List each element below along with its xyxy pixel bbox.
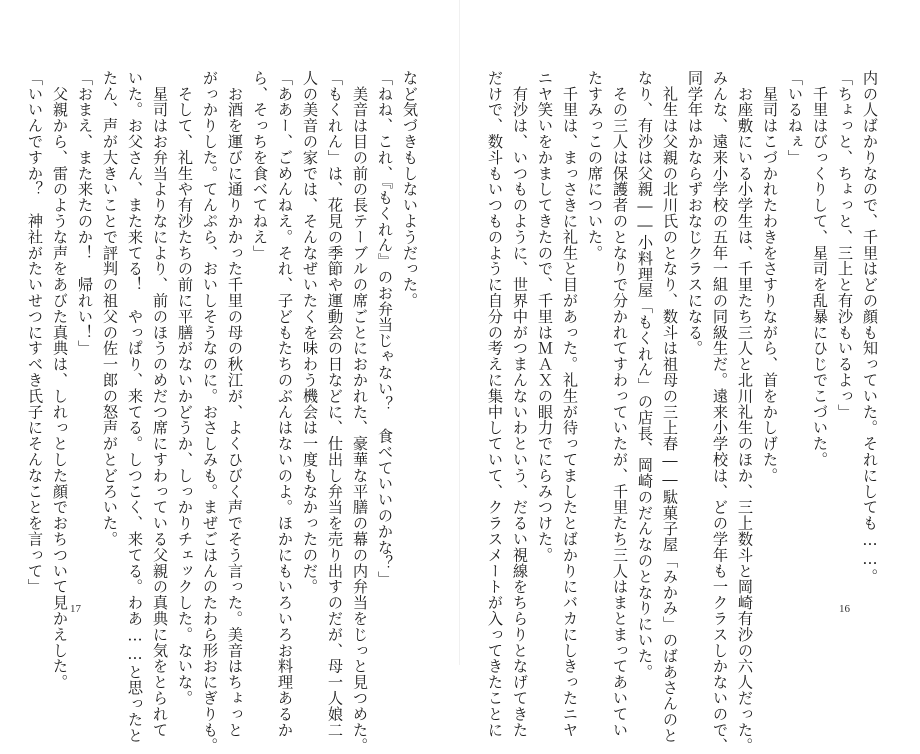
right-page bbox=[460, 0, 920, 754]
text-line: たん、声が大きいことで評判の祖父の佐一郎の怒声がとどろいた。 bbox=[101, 70, 119, 547]
text-line: 同学年はかならずおなじクラスになる。 bbox=[686, 70, 704, 357]
text-line: 「おまえ、また来たのか！ 帰れい！」 bbox=[76, 70, 94, 357]
text-line: なり、有沙は父親――小料理屋「もくれん」の店長、岡崎のだんなのとなりにいた。 bbox=[636, 70, 654, 680]
text-line: 千里はびっくりして、星司を乱暴にひじでこづいた。 bbox=[811, 70, 829, 468]
page-number: 17 bbox=[70, 603, 81, 615]
text-line: その三人は保護者のとなりで分かれてすわっていたが、千里たち三人はまとまってあいてい bbox=[611, 70, 629, 738]
text-line: 礼生は父親の北川氏のとなり、数斗は祖母の三上春――駄菓子屋「みかみ」のばあさんのと bbox=[661, 70, 679, 744]
text-line: そして、礼生や有沙たちの前に平膳がないかどうか、しっかりチェックした。ないな。 bbox=[176, 70, 194, 706]
text-line: 美音は目の前の長テーブルの席ごとにおかれた、豪華な平膳の幕の内弁当をじっと見つめた。 bbox=[351, 70, 369, 754]
text-line: みんな、遠来小学校の五年一組の同級生だ。遠来小学校は、どの学年も一クラスしかないので、 bbox=[711, 70, 729, 754]
text-line: など気づきもしないようだった。 bbox=[401, 70, 419, 309]
text-line: 星司はお弁当よりなにより、前のほうのめだつ席にすわっている父親の真典に気をとられて bbox=[151, 70, 169, 738]
text-line: 「ねね、これ、『もくれん』のお弁当じゃない？ 食べていいのかな？」 bbox=[376, 70, 394, 588]
text-line: 内の人ばかりなので、千里はどの顔も知っていた。それにしても……。 bbox=[861, 70, 879, 585]
text-line: たすみっこの席についた。 bbox=[586, 70, 604, 261]
text-line: 「ああー、ごめんねえ。それ、子どもたちのぶんはないのよ。ほかにもいろいろお料理あるか bbox=[276, 70, 294, 738]
text-line: いた。お父さん、また来てる！ やっぱり、来てる。しつこく、来てる。わあ……と思ったと bbox=[126, 70, 144, 744]
text-line: 有沙は、いつものように、世界中がつまんないわという、だるい視線をちらりとなげてきた bbox=[511, 70, 529, 738]
text-line: お座敷にいる小学生は、千里たち三人と北川礼生のほか、三上数斗と岡崎有沙の六人だった。 bbox=[736, 70, 754, 754]
text-line: ニヤ笑いをかましてきたので、千里はＭＡＸの眼力でにらみつけた。 bbox=[536, 70, 554, 563]
text-line: 「いいんですか？ 神社がたいせつにすべき氏子にそんなことを言って」 bbox=[26, 70, 44, 595]
text-line: 「ちょっと、ちょっと、三上と有沙もいるよっ」 bbox=[836, 70, 854, 420]
text-line: がっかりした。てんぷら、おいしそうなのに。おさしみも。まぜごはんのたわら形おにぎりも。 bbox=[201, 70, 219, 754]
page-number: 16 bbox=[839, 603, 850, 615]
text-line: だけで、数斗もいつものように自分の考えに集中していて、クラスメートが入ってきたことに bbox=[486, 70, 504, 738]
text-line: 「もくれん」は、花見の季節や運動会の日などに、仕出し弁当を売り出すのだが、母一人娘二 bbox=[326, 70, 344, 738]
text-line: 人の美音の家では、そんなぜいたくを味わう機会は一度もなかったのだ。 bbox=[301, 70, 319, 595]
text-line: 父親から、雷のような声をあびた真典は、しれっとした顔でおちついて見かえした。 bbox=[51, 70, 69, 691]
text-line: ら、そっちを食べてねえ」 bbox=[251, 70, 269, 261]
text-line: 星司はこづかれたわきをさすりながら、首をかしげた。 bbox=[761, 70, 779, 484]
text-line: 「いるねぇ」 bbox=[786, 70, 804, 166]
text-line: 千里は、まっさきに礼生と目があった。礼生が待ってましたとばかりにバカにしきったニヤ bbox=[561, 70, 579, 738]
text-line: お酒を運びに通りかかった千里の母の秋江が、よくひびく声でそう言った。美音はちょっと bbox=[226, 70, 244, 738]
